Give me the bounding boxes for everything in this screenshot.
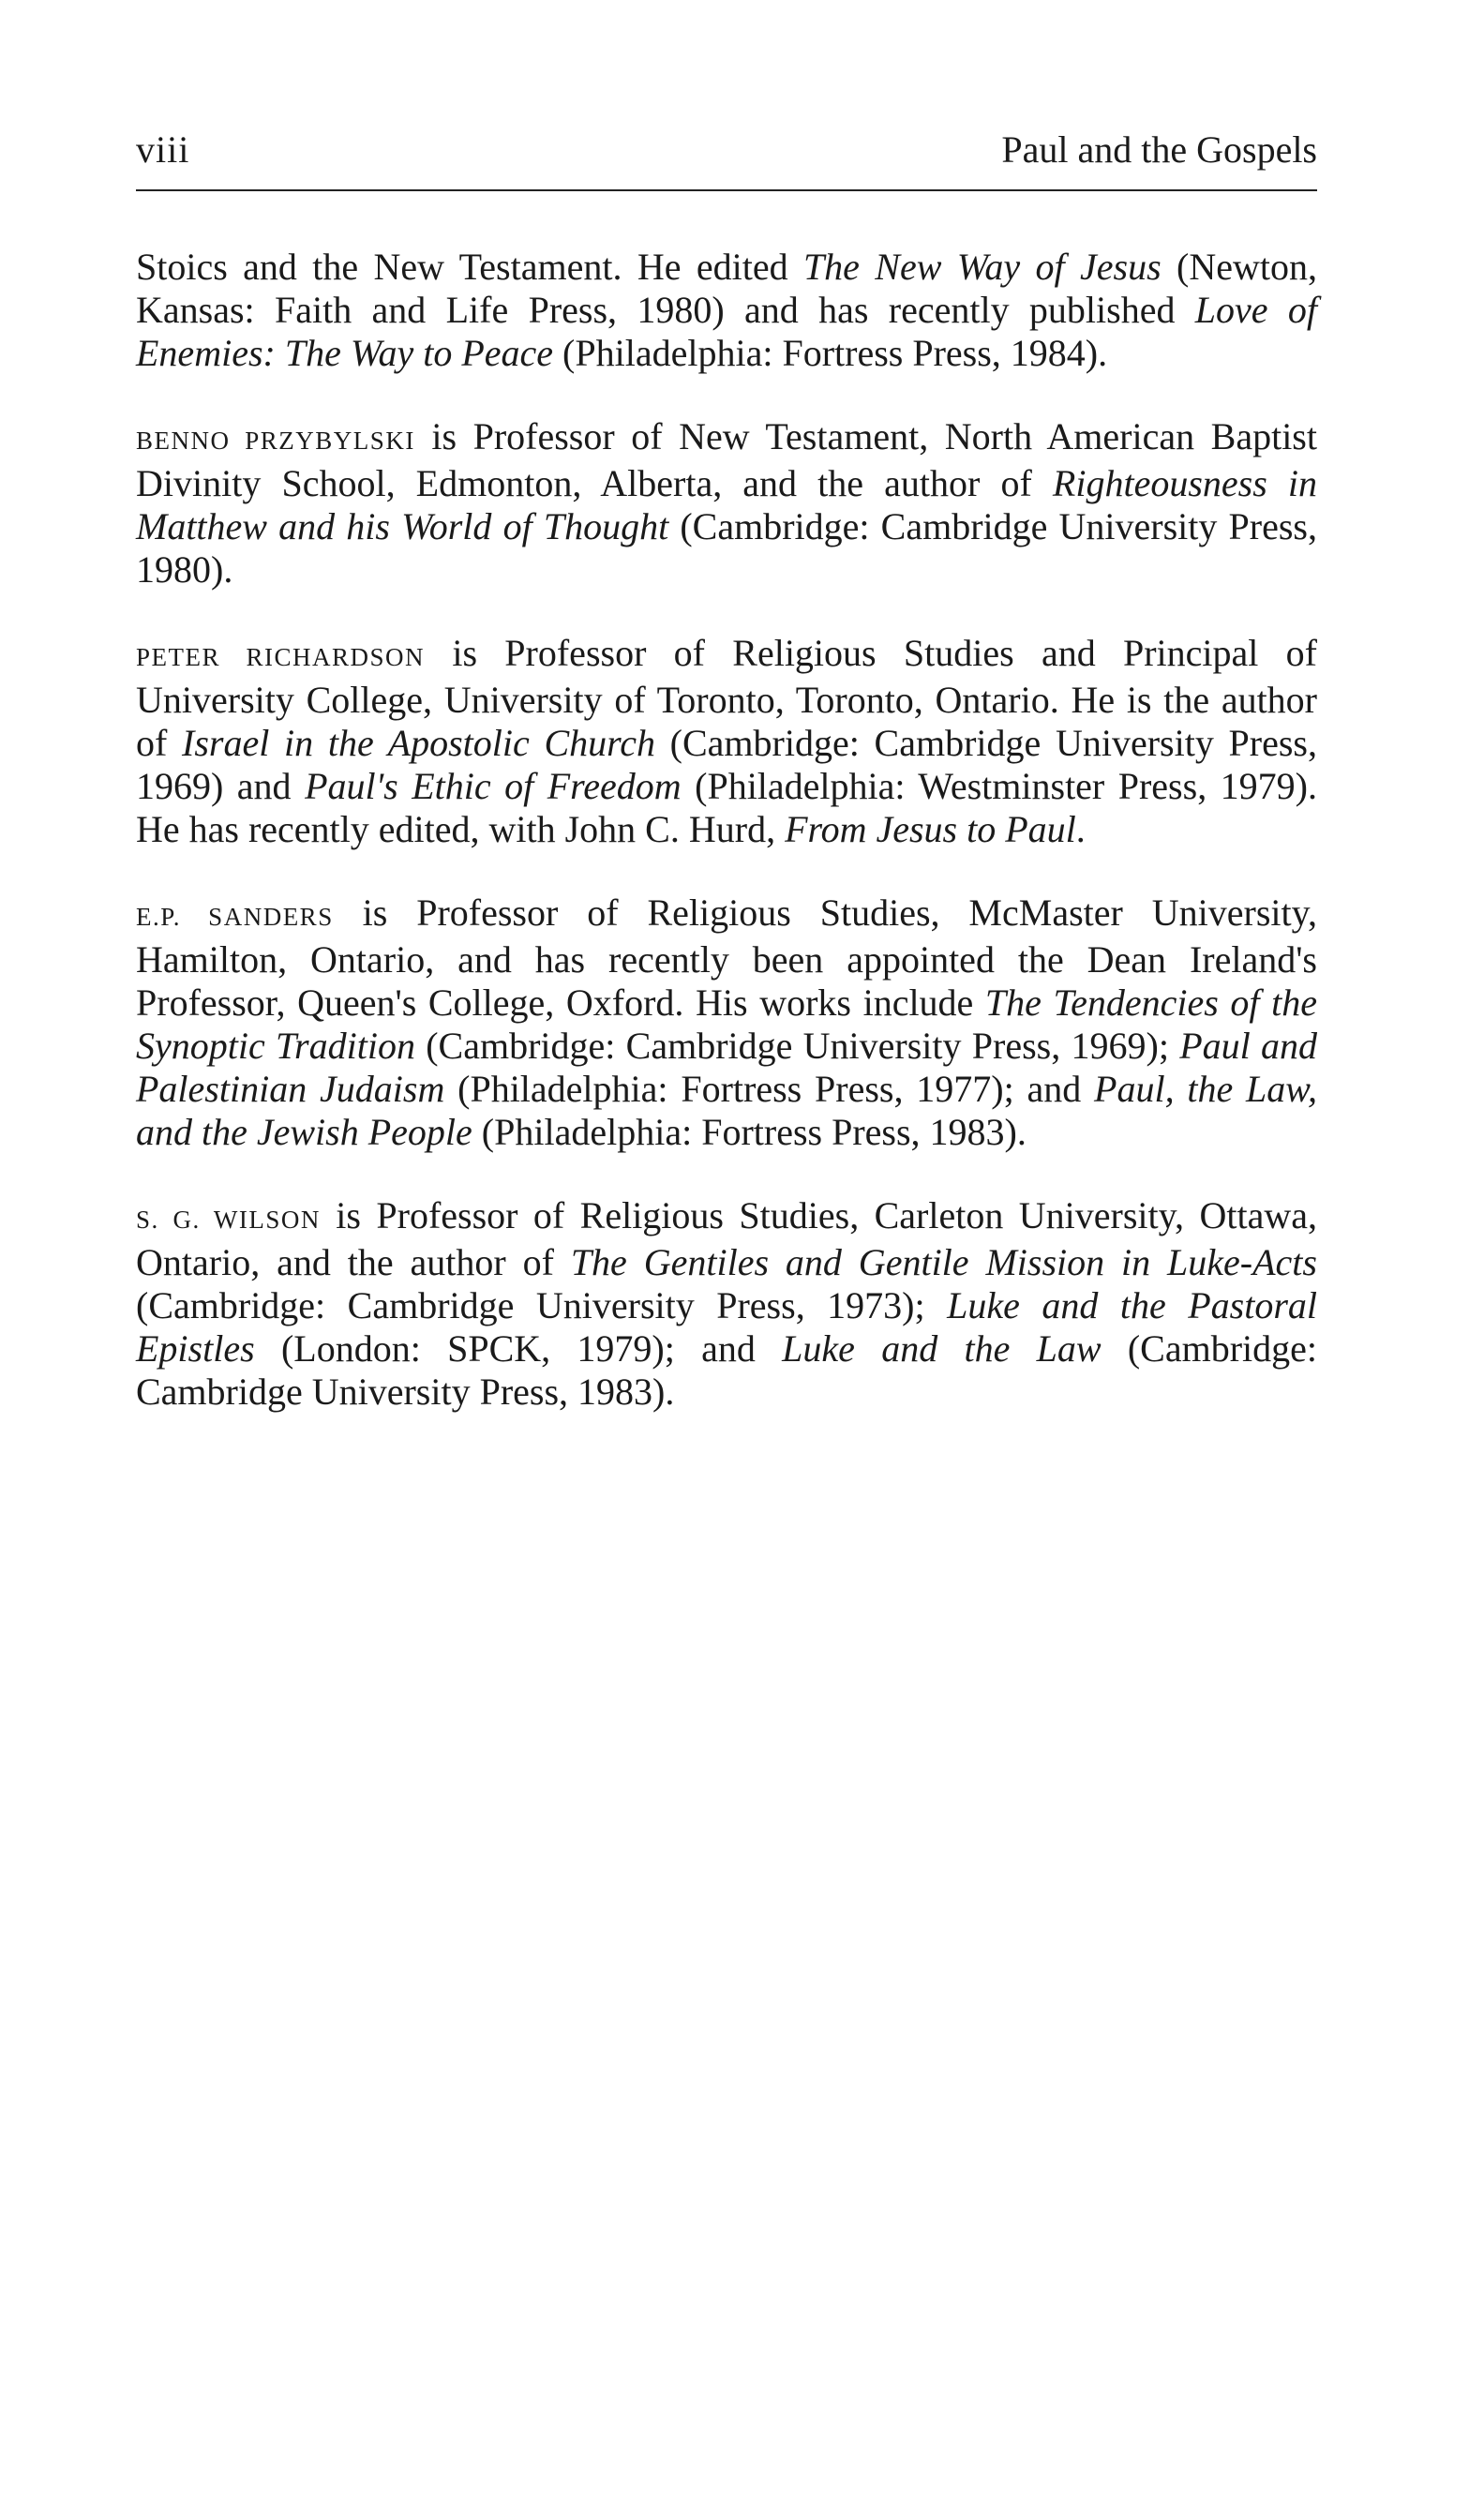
entry-text: (Philadelphia: Fortress Press, 1977); and (444, 1068, 1095, 1110)
contributors-list (136, 246, 1317, 1414)
book-title: Paul and Palestinian Judaism (136, 1025, 1318, 1110)
contributor-entry-continued (136, 246, 1317, 375)
book-title: From Jesus to Paul (785, 808, 1076, 850)
book-title: The New Way of Jesus (802, 246, 1162, 288)
book-title: Love of Enemies: The Way to Peace (136, 289, 1317, 374)
entry-text: (Cambridge: Cambridge University Press, 1973); (136, 1284, 948, 1326)
running-head-title: Paul and the Gospels (1001, 128, 1317, 171)
book-title: Paul, the Law, and the Jewish People (136, 1068, 1317, 1153)
book-title: Luke and the Law (782, 1327, 1102, 1370)
book-title: Righteousness in Matthew and his World of Thought (136, 462, 1318, 547)
running-head (136, 122, 1317, 178)
contributor-name: PETER RICHARDSON (136, 643, 426, 671)
book-title: The Tendencies of the Synoptic Tradition (136, 981, 1317, 1067)
entry-text: (Philadelphia: Fortress Press, 1984). (553, 332, 1108, 374)
entry-text: (Cambridge: Cambridge University Press, 1983). (136, 1327, 1317, 1413)
contributor-name: S. G. WILSON (136, 1206, 321, 1234)
contributor-entry-przybylski (136, 415, 1317, 592)
page-number: viii (136, 128, 190, 171)
contributor-name: BENNO PRZYBYLSKI (136, 427, 415, 455)
contributor-entry-richardson (136, 632, 1317, 851)
book-page (136, 122, 1317, 1454)
entry-text: (Cambridge: Cambridge University Press, 1969) and (136, 722, 1317, 807)
entry-text: is Professor of Religious Studies and Principal of University College, University of Toronto, Toronto, Ontario. He is the author of (136, 632, 1317, 764)
book-title: Luke and the Pastoral Epistles (136, 1284, 1317, 1370)
contributor-name: E.P. SANDERS (136, 903, 334, 931)
entry-text: (Newton, Kansas: Faith and Life Press, 1980) and has recently published (136, 246, 1317, 331)
entry-text: is Professor of Religious Studies, Carleton University, Ottawa, Ontario, and the author of (136, 1194, 1317, 1283)
contributor-entry-sanders (136, 891, 1317, 1154)
entry-text: is Professor of Religious Studies, McMaster University, Hamilton, Ontario, and has recently been appointed the Dean Ireland's Professor, Queen's College, Oxford. His works include (136, 891, 1318, 1024)
entry-text: Stoics and the New Testament. He edited (136, 246, 803, 288)
book-title: Israel in the Apostolic Church (182, 722, 655, 764)
entry-text: (Cambridge: Cambridge University Press, 1980). (136, 505, 1317, 591)
contributor-entry-wilson (136, 1194, 1317, 1414)
entry-text: . (1075, 808, 1086, 850)
entry-text: (Philadelphia: Westminster Press, 1979). He has recently edited, with John C. Hurd, (136, 765, 1318, 850)
book-title: The Gentiles and Gentile Mission in Luke-Acts (570, 1241, 1317, 1283)
entry-text: is Professor of New Testament, North American Baptist Divinity School, Edmonton, Alberta, and the author of (136, 415, 1317, 504)
entry-text: (London: SPCK, 1979); and (254, 1327, 783, 1370)
entry-text: (Cambridge: Cambridge University Press, 1969); (414, 1025, 1180, 1067)
book-title: Paul's Ethic of Freedom (305, 765, 682, 807)
entry-text: (Philadelphia: Fortress Press, 1983). (472, 1111, 1027, 1153)
header-rule (136, 189, 1317, 191)
